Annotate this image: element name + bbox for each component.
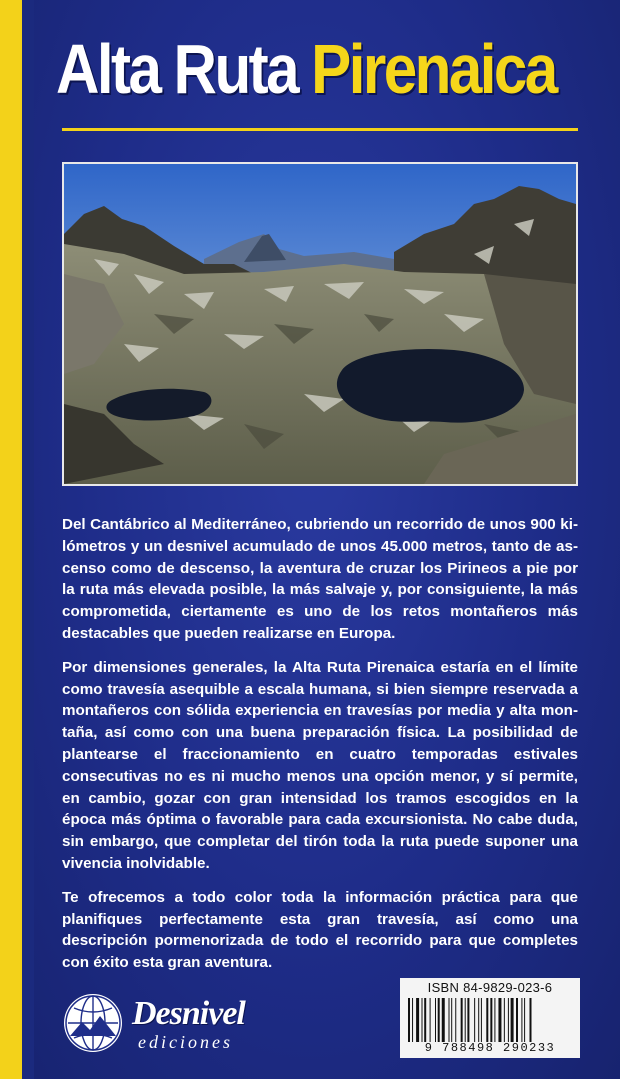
- barcode-bar: [424, 998, 426, 1042]
- barcode-bar: [422, 998, 423, 1042]
- publisher-globe-icon: [62, 992, 124, 1054]
- book-title: [56, 14, 556, 124]
- barcode-bar: [465, 998, 466, 1042]
- title-white-part: Alta Ruta: [56, 30, 298, 108]
- barcode-bar: [490, 998, 492, 1042]
- barcode-bar: [442, 998, 445, 1042]
- barcode-bar: [451, 998, 452, 1042]
- paragraph-1: Del Cantábrico al Mediterráneo, cubriendo un recorrido de unos 900 kilómetros y un desnivel acumulado de unos 45.000 metros, tanto de ascenso como de descenso, la aventura de cruzar los Pirineos a pie por la ruta más elevada posible, la más salvaje y, por consiguiente, la más comprometida, ciertamente es uno de los retos montañeros más destacables que pueden realizarse en Europa.: [62, 516, 578, 642]
- barcode-bar: [486, 998, 488, 1042]
- barcode-icon: [408, 998, 572, 1042]
- publisher-sub: ediciones: [138, 1032, 233, 1052]
- description-text: [62, 514, 578, 986]
- barcode-bar: [481, 998, 482, 1042]
- mountain-landscape-illustration: [64, 164, 576, 484]
- barcode-bar: [461, 998, 463, 1042]
- barcode-bar: [516, 998, 518, 1042]
- barcode-bar: [455, 998, 456, 1042]
- barcode-box: [400, 978, 580, 1058]
- barcode-bar: [412, 998, 413, 1042]
- barcode-bar: [498, 998, 501, 1042]
- barcode-bar: [474, 998, 475, 1042]
- barcode-bar: [408, 998, 410, 1042]
- title-yellow-part: Pirenaica: [311, 30, 556, 108]
- spine-edge: [22, 0, 34, 1079]
- publisher-name: Desnivel: [132, 995, 245, 1032]
- barcode-bar: [530, 998, 532, 1042]
- paragraph-3: Te ofrecemos a todo color toda la información práctica para que planifiques perfectamente esta gran travesía, así como una descripción pormenorizada de todo el recorrido para que completes con éxito esta gran aventura.: [62, 888, 578, 972]
- barcode-bar: [511, 998, 514, 1042]
- publisher-logo: [58, 990, 298, 1060]
- barcode-bar: [449, 998, 450, 1042]
- barcode-bar: [438, 998, 440, 1042]
- barcode-bar: [430, 998, 431, 1042]
- yellow-spine-stripe: [0, 0, 22, 1079]
- paragraph-2: Por dimensiones generales, la Alta Ruta Pirenaica estaría en el límite como travesía asequible a escala humana, si bien siempre reservada a montañeros con sólida experiencia en travesías por media y alta montaña, así como con una buena preparación física. La posibilidad de plantearse el fraccionamiento en cuatro temporadas estivales consecutivas no es ni mucho menos una opción menor, y sí permite, en cambio, gozar con gran intensidad los tramos escogidos en la época más óptima o favorable para cada excursionista. No cabe duda, sin embargo, que completar del tirón toda la ruta puede suponer una vivencia inolvidable.: [62, 658, 578, 872]
- barcode-bar: [508, 998, 509, 1042]
- barcode-digits: 9 788498 290233: [424, 1041, 556, 1055]
- barcode-bar: [467, 998, 469, 1042]
- barcode-bar: [435, 998, 436, 1042]
- barcode-bar: [521, 998, 522, 1042]
- isbn-label: ISBN 84-9829-023-6: [427, 980, 553, 995]
- barcode-bar: [494, 998, 495, 1042]
- barcode-bar: [416, 998, 419, 1042]
- cover-photo-mountains: [62, 162, 578, 486]
- barcode-bar: [478, 998, 479, 1042]
- title-underline: [62, 128, 578, 131]
- barcode-bar: [504, 998, 505, 1042]
- barcode-bar: [524, 998, 525, 1042]
